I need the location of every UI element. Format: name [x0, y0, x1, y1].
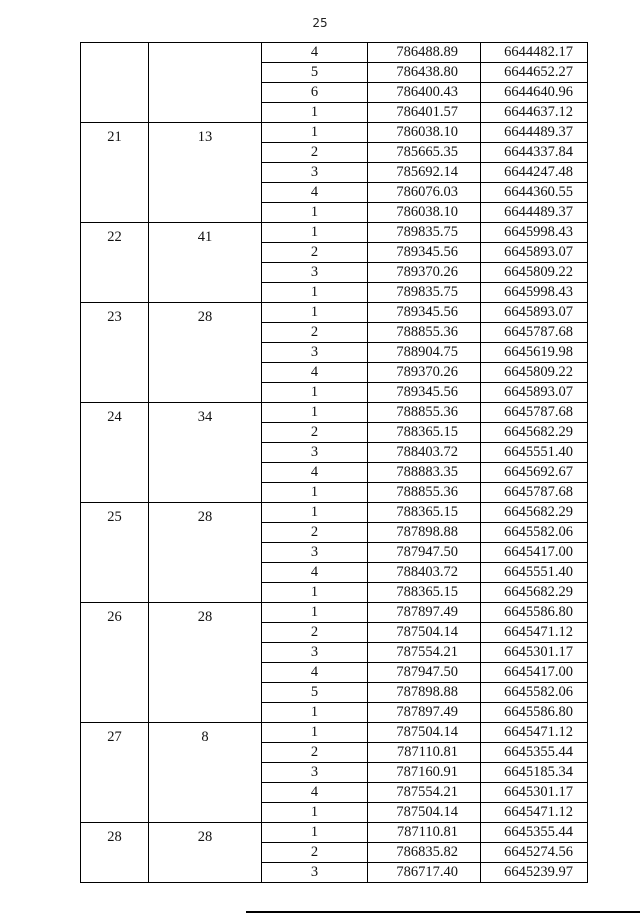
parcel-number-cell — [81, 43, 149, 123]
parcel-number-cell: 25 — [81, 503, 149, 603]
table-row — [81, 603, 588, 623]
parcel-number-cell: 27 — [81, 723, 149, 823]
point-number-cell: 4 — [262, 43, 368, 63]
point-number-cell: 2 — [262, 743, 368, 763]
footer-rule — [246, 911, 640, 913]
parcel-code-cell: 28 — [149, 303, 262, 403]
point-number-cell: 1 — [262, 203, 368, 223]
x-coordinate-cell: 788403.72 — [368, 443, 481, 463]
page-number: 25 — [312, 16, 328, 30]
y-coordinate-cell: 6645893.07 — [481, 383, 588, 403]
point-number-cell: 4 — [262, 783, 368, 803]
y-coordinate-cell: 6645809.22 — [481, 363, 588, 383]
parcel-number-cell: 23 — [81, 303, 149, 403]
x-coordinate-cell: 789345.56 — [368, 243, 481, 263]
y-coordinate-cell: 6645185.34 — [481, 763, 588, 783]
point-number-cell: 3 — [262, 443, 368, 463]
x-coordinate-cell: 788403.72 — [368, 563, 481, 583]
x-coordinate-cell: 789370.26 — [368, 263, 481, 283]
y-coordinate-cell: 6645471.12 — [481, 803, 588, 823]
point-number-cell: 1 — [262, 823, 368, 843]
y-coordinate-cell: 6645586.80 — [481, 703, 588, 723]
x-coordinate-cell: 787898.88 — [368, 523, 481, 543]
y-coordinate-cell: 6645809.22 — [481, 263, 588, 283]
point-number-cell: 3 — [262, 543, 368, 563]
x-coordinate-cell: 788904.75 — [368, 343, 481, 363]
y-coordinate-cell: 6645417.00 — [481, 663, 588, 683]
x-coordinate-cell: 788365.15 — [368, 583, 481, 603]
x-coordinate-cell: 786835.82 — [368, 843, 481, 863]
parcel-number-cell: 21 — [81, 123, 149, 223]
y-coordinate-cell: 6645998.43 — [481, 223, 588, 243]
point-number-cell: 1 — [262, 103, 368, 123]
point-number-cell: 1 — [262, 123, 368, 143]
table-row — [81, 503, 588, 523]
y-coordinate-cell: 6644489.37 — [481, 123, 588, 143]
table-row — [81, 823, 588, 843]
point-number-cell: 1 — [262, 583, 368, 603]
point-number-cell: 2 — [262, 423, 368, 443]
y-coordinate-cell: 6644489.37 — [481, 203, 588, 223]
table-row — [81, 403, 588, 423]
parcel-code-cell: 28 — [149, 503, 262, 603]
y-coordinate-cell: 6644482.17 — [481, 43, 588, 63]
y-coordinate-cell: 6645301.17 — [481, 643, 588, 663]
x-coordinate-cell: 786717.40 — [368, 863, 481, 883]
y-coordinate-cell: 6644640.96 — [481, 83, 588, 103]
point-number-cell: 1 — [262, 503, 368, 523]
x-coordinate-cell: 787898.88 — [368, 683, 481, 703]
point-number-cell: 4 — [262, 663, 368, 683]
x-coordinate-cell: 788365.15 — [368, 503, 481, 523]
x-coordinate-cell: 785692.14 — [368, 163, 481, 183]
y-coordinate-cell: 6645551.40 — [481, 563, 588, 583]
point-number-cell: 1 — [262, 223, 368, 243]
y-coordinate-cell: 6645682.29 — [481, 423, 588, 443]
y-coordinate-cell: 6645682.29 — [481, 503, 588, 523]
x-coordinate-cell: 786488.89 — [368, 43, 481, 63]
x-coordinate-cell: 787554.21 — [368, 783, 481, 803]
x-coordinate-cell: 787504.14 — [368, 723, 481, 743]
x-coordinate-cell: 786401.57 — [368, 103, 481, 123]
coordinates-table — [80, 42, 588, 883]
y-coordinate-cell: 6645582.06 — [481, 683, 588, 703]
x-coordinate-cell: 786076.03 — [368, 183, 481, 203]
x-coordinate-cell: 788883.35 — [368, 463, 481, 483]
x-coordinate-cell: 786400.43 — [368, 83, 481, 103]
y-coordinate-cell: 6644637.12 — [481, 103, 588, 123]
x-coordinate-cell: 787110.81 — [368, 823, 481, 843]
point-number-cell: 6 — [262, 83, 368, 103]
x-coordinate-cell: 789835.75 — [368, 223, 481, 243]
y-coordinate-cell: 6645301.17 — [481, 783, 588, 803]
point-number-cell: 4 — [262, 563, 368, 583]
x-coordinate-cell: 787897.49 — [368, 703, 481, 723]
point-number-cell: 1 — [262, 303, 368, 323]
table-row — [81, 303, 588, 323]
y-coordinate-cell: 6645582.06 — [481, 523, 588, 543]
x-coordinate-cell: 789345.56 — [368, 303, 481, 323]
point-number-cell: 3 — [262, 763, 368, 783]
x-coordinate-cell: 789345.56 — [368, 383, 481, 403]
parcel-number-cell: 22 — [81, 223, 149, 303]
parcel-code-cell: 8 — [149, 723, 262, 823]
point-number-cell: 2 — [262, 243, 368, 263]
x-coordinate-cell: 788855.36 — [368, 483, 481, 503]
point-number-cell: 3 — [262, 643, 368, 663]
parcel-code-cell — [149, 43, 262, 123]
y-coordinate-cell: 6645619.98 — [481, 343, 588, 363]
x-coordinate-cell: 787504.14 — [368, 803, 481, 823]
y-coordinate-cell: 6645682.29 — [481, 583, 588, 603]
x-coordinate-cell: 787897.49 — [368, 603, 481, 623]
y-coordinate-cell: 6645787.68 — [481, 323, 588, 343]
point-number-cell: 1 — [262, 703, 368, 723]
y-coordinate-cell: 6645998.43 — [481, 283, 588, 303]
parcel-number-cell: 26 — [81, 603, 149, 723]
x-coordinate-cell: 789835.75 — [368, 283, 481, 303]
point-number-cell: 1 — [262, 383, 368, 403]
y-coordinate-cell: 6645471.12 — [481, 623, 588, 643]
y-coordinate-cell: 6645551.40 — [481, 443, 588, 463]
parcel-code-cell: 13 — [149, 123, 262, 223]
point-number-cell: 4 — [262, 183, 368, 203]
x-coordinate-cell: 788855.36 — [368, 403, 481, 423]
x-coordinate-cell: 787947.50 — [368, 663, 481, 683]
point-number-cell: 3 — [262, 163, 368, 183]
point-number-cell: 5 — [262, 683, 368, 703]
x-coordinate-cell: 789370.26 — [368, 363, 481, 383]
y-coordinate-cell: 6644652.27 — [481, 63, 588, 83]
x-coordinate-cell: 787947.50 — [368, 543, 481, 563]
y-coordinate-cell: 6645274.56 — [481, 843, 588, 863]
point-number-cell: 2 — [262, 143, 368, 163]
x-coordinate-cell: 786438.80 — [368, 63, 481, 83]
y-coordinate-cell: 6645692.67 — [481, 463, 588, 483]
x-coordinate-cell: 787554.21 — [368, 643, 481, 663]
x-coordinate-cell: 785665.35 — [368, 143, 481, 163]
x-coordinate-cell: 788855.36 — [368, 323, 481, 343]
y-coordinate-cell: 6645239.97 — [481, 863, 588, 883]
point-number-cell: 5 — [262, 63, 368, 83]
point-number-cell: 2 — [262, 623, 368, 643]
x-coordinate-cell: 787160.91 — [368, 763, 481, 783]
point-number-cell: 3 — [262, 263, 368, 283]
coordinates-table-body — [81, 43, 588, 883]
table-row — [81, 123, 588, 143]
point-number-cell: 1 — [262, 603, 368, 623]
y-coordinate-cell: 6645787.68 — [481, 403, 588, 423]
point-number-cell: 1 — [262, 803, 368, 823]
point-number-cell: 1 — [262, 283, 368, 303]
x-coordinate-cell: 786038.10 — [368, 123, 481, 143]
parcel-code-cell: 41 — [149, 223, 262, 303]
parcel-number-cell: 24 — [81, 403, 149, 503]
point-number-cell: 2 — [262, 523, 368, 543]
y-coordinate-cell: 6644337.84 — [481, 143, 588, 163]
y-coordinate-cell: 6645787.68 — [481, 483, 588, 503]
y-coordinate-cell: 6645893.07 — [481, 243, 588, 263]
parcel-number-cell: 28 — [81, 823, 149, 883]
x-coordinate-cell: 786038.10 — [368, 203, 481, 223]
y-coordinate-cell: 6645893.07 — [481, 303, 588, 323]
parcel-code-cell: 28 — [149, 603, 262, 723]
x-coordinate-cell: 787504.14 — [368, 623, 481, 643]
point-number-cell: 3 — [262, 343, 368, 363]
table-row — [81, 43, 588, 63]
y-coordinate-cell: 6644360.55 — [481, 183, 588, 203]
point-number-cell: 2 — [262, 843, 368, 863]
point-number-cell: 1 — [262, 403, 368, 423]
point-number-cell: 2 — [262, 323, 368, 343]
table-row — [81, 723, 588, 743]
parcel-code-cell: 34 — [149, 403, 262, 503]
y-coordinate-cell: 6645471.12 — [481, 723, 588, 743]
point-number-cell: 4 — [262, 363, 368, 383]
point-number-cell: 1 — [262, 723, 368, 743]
point-number-cell: 1 — [262, 483, 368, 503]
y-coordinate-cell: 6644247.48 — [481, 163, 588, 183]
y-coordinate-cell: 6645355.44 — [481, 823, 588, 843]
point-number-cell: 4 — [262, 463, 368, 483]
y-coordinate-cell: 6645355.44 — [481, 743, 588, 763]
table-row — [81, 223, 588, 243]
y-coordinate-cell: 6645586.80 — [481, 603, 588, 623]
parcel-code-cell: 28 — [149, 823, 262, 883]
x-coordinate-cell: 787110.81 — [368, 743, 481, 763]
x-coordinate-cell: 788365.15 — [368, 423, 481, 443]
y-coordinate-cell: 6645417.00 — [481, 543, 588, 563]
point-number-cell: 3 — [262, 863, 368, 883]
